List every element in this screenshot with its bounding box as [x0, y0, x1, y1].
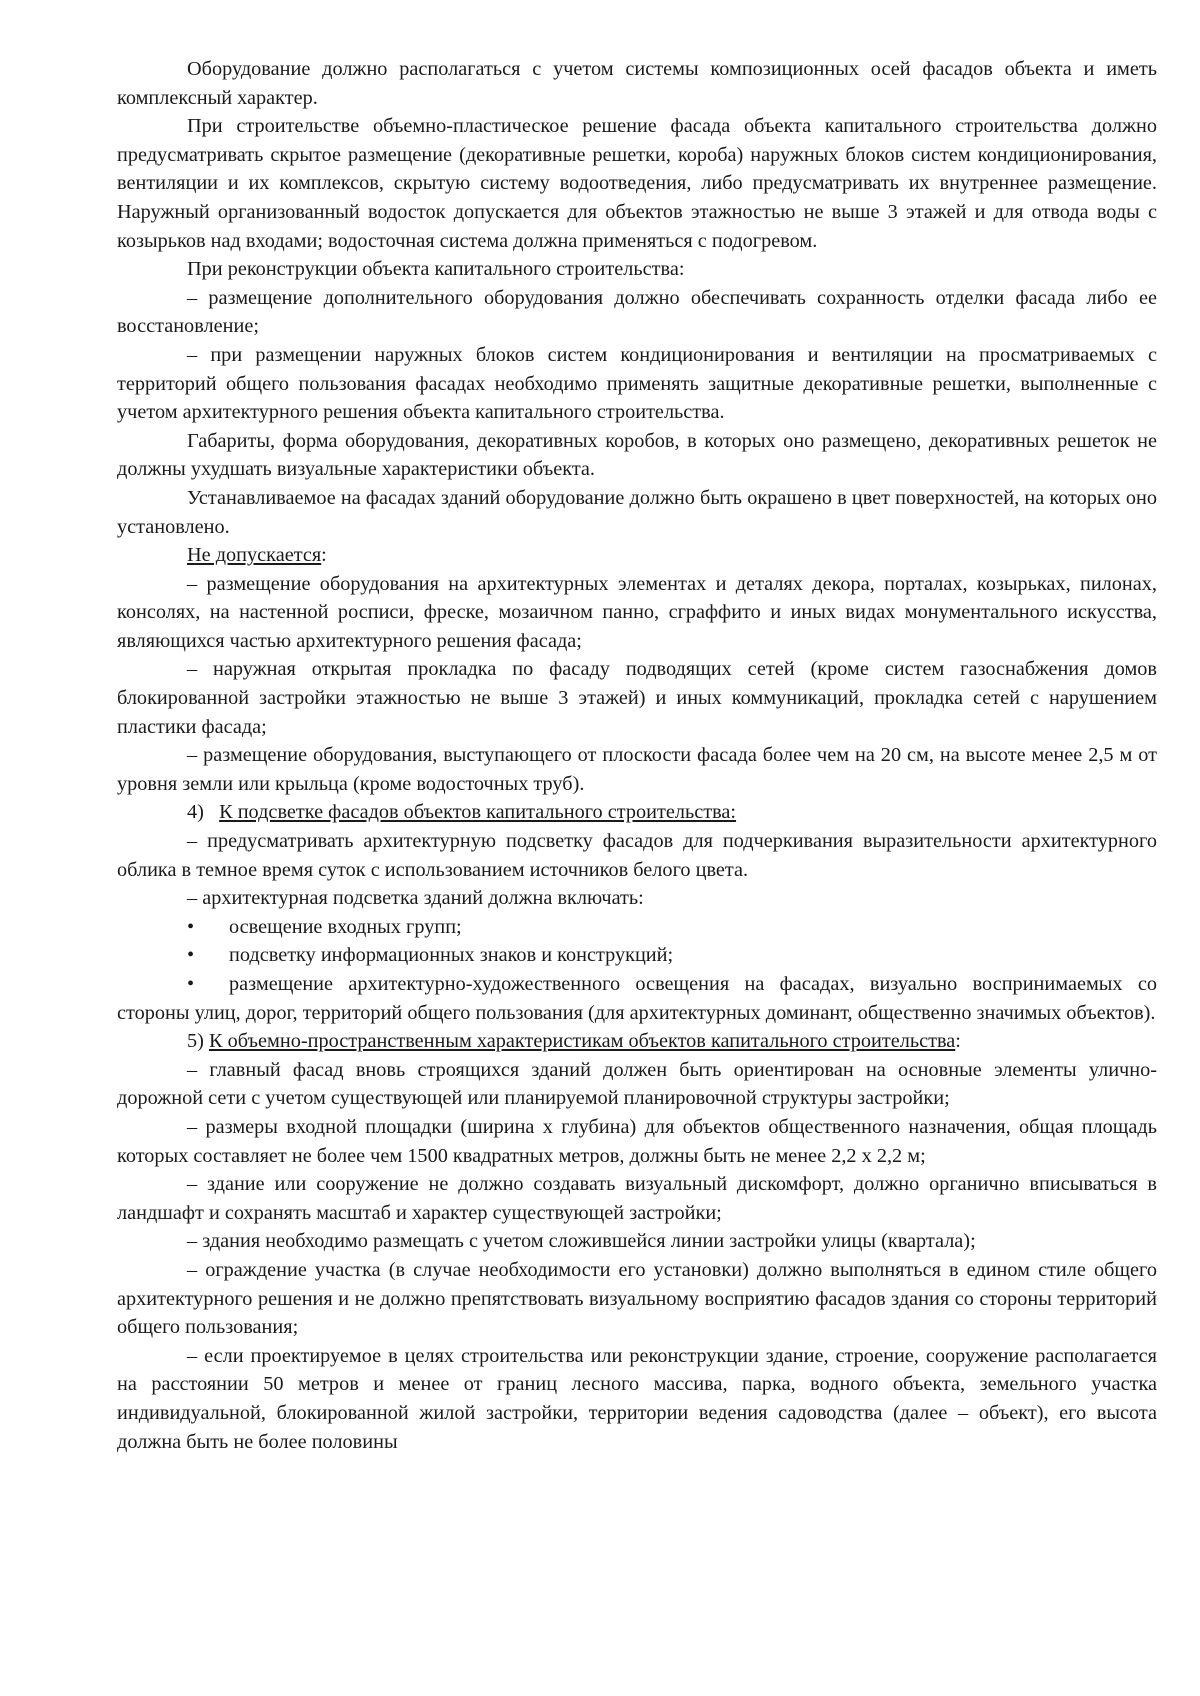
- heading-number: 5): [187, 1030, 209, 1053]
- bullet-text: освещение входных групп;: [229, 915, 462, 938]
- list-item: – если проектируемое в целях строительства или реконструкции здание, строение, сооружение располагается на расстоянии 50 метров и менее от границ лесного массива, парка, водного объекта, земельного участка индивидуальной, блокированной жилой застройки, территории ведения садоводства (далее – объект), его высота должна быть не более половины: [117, 1344, 1157, 1453]
- list-item: – при размещении наружных блоков систем кондиционирования и вентиляции на просматриваемых с территорий общего пользования фасадах необходимо применять защитные декоративные решетки, выполненные с учетом архитектурного решения объекта капитального строительства.: [117, 343, 1157, 424]
- bullet-icon: •: [187, 944, 195, 967]
- bullet-item: [117, 913, 1157, 942]
- list-item: – здание или сооружение не должно создавать визуальный дискомфорт, должно органично вписываться в ландшафт и сохранять масштаб и характер существующей застройки;: [117, 1173, 1157, 1224]
- section-heading-volume: [117, 1027, 1157, 1056]
- heading-suffix: :: [955, 1030, 961, 1053]
- list-item: – размещение дополнительного оборудования должно обеспечивать сохранность отделки фасада либо ее восстановление;: [117, 286, 1157, 338]
- heading-underlined: К объемно-пространственным характеристикам объектов капитального строительства: [208, 1030, 956, 1053]
- list-item: – размеры входной площадки (ширина х глубина) для объектов общественного назначения, общая площадь которых составляет не более чем 1500 квадратных метров, должны быть не менее 2,2 х 2,2 м;: [117, 1115, 1157, 1167]
- list-item: – размещение оборудования, выступающего от плоскости фасада более чем на 20 см, на высоте менее 2,5 м от уровня земли или крыльца (кроме водосточных труб).: [117, 744, 1157, 795]
- paragraph: При строительстве объемно-пластическое решение фасада объекта капитального строительства должно предусматривать скрытое размещение (декоративные решетки, короба) наружных блоков систем кондиционирования, вентиляции и их комплексов, скрытую систему водоотведения, либо предусматривать их внутреннее размещение. Наружный организованный водосток допускается для объектов этажностью не выше 3 этажей и для отвода воды с козырьков над входами; водосточная система должна применяться с подогревом.: [117, 115, 1157, 252]
- bullet-icon: •: [187, 973, 195, 995]
- paragraph: При реконструкции объекта капитального строительства:: [187, 258, 685, 281]
- list-item: – здания необходимо размещать с учетом сложившейся линии застройки улицы (квартала);: [187, 1230, 976, 1253]
- list-item: – размещение оборудования на архитектурных элементах и деталях декора, порталах, козырьках, пилонах, консолях, на настенной росписи, фреске, мозаичном панно, сграффито и иных видах монументального искусства, являющихся частью архитектурного решения фасада;: [117, 572, 1157, 652]
- list-item: – ограждение участка (в случае необходимости его установки) должно выполняться в едином стиле общего архитектурного решения и не должно препятствовать визуальному восприятию фасадов здания со стороны территорий общего пользования;: [117, 1258, 1157, 1339]
- bullet-text: размещение архитектурно-художественного освещения на фасадах, визуально воспринимаемых со стороны улиц, дорог, территорий общего пользования (для архитектурных доминант, общественно значимых объектов).: [117, 973, 1157, 1024]
- bullet-icon: •: [187, 915, 195, 938]
- section-heading-not-allowed: [117, 541, 1157, 570]
- paragraph: Оборудование должно располагаться с учетом системы композиционных осей фасадов объекта и иметь комплексный характер.: [117, 58, 1157, 109]
- heading-underlined: К подсветке фасадов объектов капитального строительства:: [219, 801, 737, 824]
- list-item: – предусматривать архитектурную подсветку фасадов для подчеркивания выразительности архитектурного облика в темное время суток с использованием источников белого цвета.: [117, 830, 1157, 881]
- list-item: – наружная открытая прокладка по фасаду подводящих сетей (кроме систем газоснабжения домов блокированной застройки этажностью не выше 3 этажей) и иных коммуникаций, прокладка сетей с нарушением пластики фасада;: [117, 658, 1157, 738]
- bullet-item: [117, 941, 1157, 970]
- bullet-item: [117, 970, 1157, 1027]
- heading-underlined: Не допускается: [187, 544, 322, 567]
- heading-number: 4): [187, 801, 220, 824]
- list-item: – главный фасад вновь строящихся зданий должен быть ориентирован на основные элементы улично-дорожной сети с учетом существующей или планируемой планировочной структуры застройки;: [117, 1058, 1157, 1110]
- bullet-text: подсветку информационных знаков и конструкций;: [229, 944, 674, 967]
- paragraph: Устанавливаемое на фасадах зданий оборудование должно быть окрашено в цвет поверхностей, на которых оно установлено.: [117, 486, 1157, 538]
- section-heading-lighting: [117, 798, 1157, 827]
- paragraph: Габариты, форма оборудования, декоративных коробов, в которых оно размещено, декоративных решеток не должны ухудшать визуальные характеристики объекта.: [117, 429, 1157, 481]
- document-page: [117, 55, 1157, 1456]
- list-item: – архитектурная подсветка зданий должна включать:: [187, 887, 644, 910]
- heading-suffix: :: [321, 544, 327, 567]
